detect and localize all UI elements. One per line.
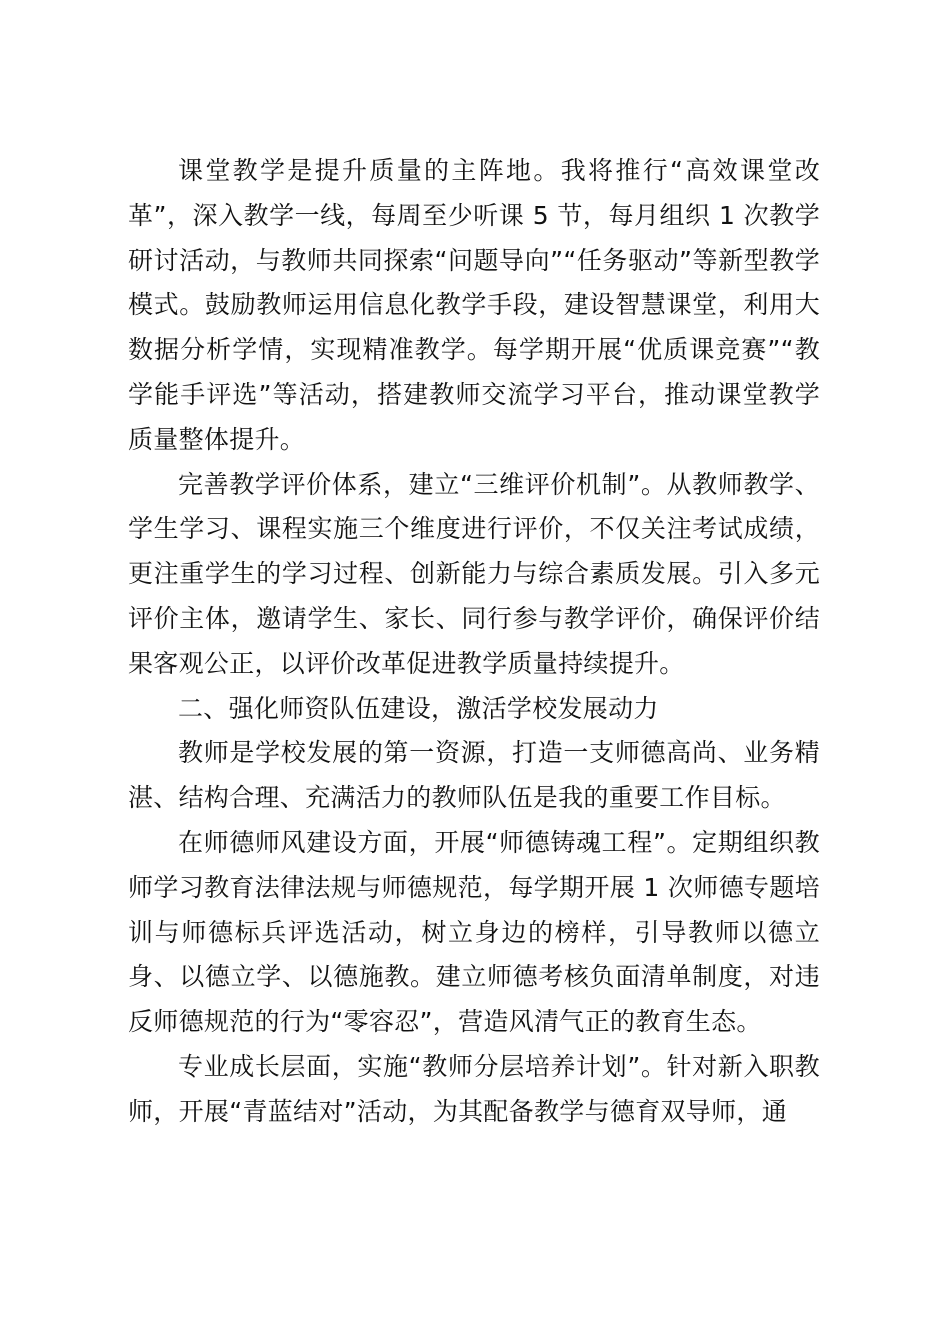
paragraph-teacher-resource: 教师是学校发展的第一资源，打造一支师德高尚、业务精湛、结构合理、充满活力的教师队伍是我的重要工作目标。	[128, 738, 820, 813]
section-heading: 二、强化师资队伍建设，激活学校发展动力	[178, 693, 659, 723]
document-body	[128, 149, 820, 1135]
paragraph-evaluation-system: 完善教学评价体系，建立“三维评价机制”。从教师教学、学生学习、课程实施三个维度进行评价，不仅关注考试成绩，更注重学生的学习过程、创新能力与综合素质发展。引入多元评价主体，邀请学生、家长、同行参与教学评价，确保评价结果客观公正，以评价改革促进教学质量持续提升。	[128, 469, 820, 678]
paragraph-classroom-teaching: 课堂教学是提升质量的主阵地。我将推行“高效课堂改革”，深入教学一线，每周至少听课 5 节，每月组织 1 次教学研讨活动，与教师共同探索“问题导向”“任务驱动”等新型教学模式。鼓励教师运用信息化教学手段，建设智慧课堂，利用大数据分析学情，实现精准教学。每学期开展“优质课竞赛”“教学能手评选”等活动，搭建教师交流学习平台，推动课堂教学质量整体提升。	[128, 156, 820, 454]
paragraph-teacher-ethics: 在师德师风建设方面，开展“师德铸魂工程”。定期组织教师学习教育法律法规与师德规范，每学期开展 1 次师德专题培训与师德标兵评选活动，树立身边的榜样，引导教师以德立身、以德立学、以德施教。建立师德考核负面清单制度，对违反师德规范的行为“零容忍”，营造风清气正的教育生态。	[128, 827, 820, 1037]
paragraph-professional-growth: 专业成长层面，实施“教师分层培养计划”。针对新入职教师，开展“青蓝结对”活动，为其配备教学与德育双导师，通	[128, 1051, 820, 1126]
